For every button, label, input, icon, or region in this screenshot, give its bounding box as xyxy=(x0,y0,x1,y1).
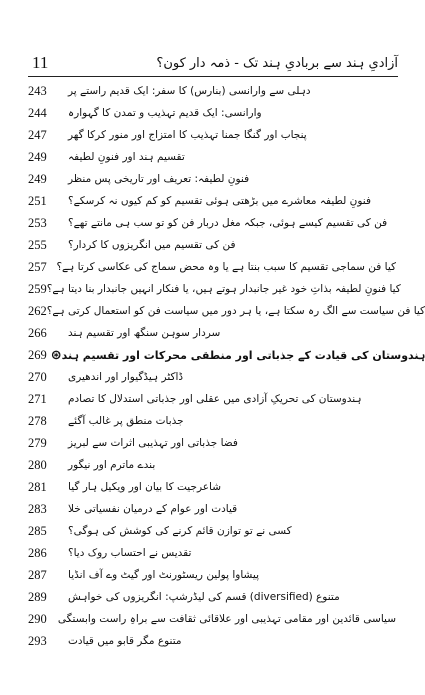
toc-page-number: 244 xyxy=(28,105,47,120)
toc-entry xyxy=(24,542,396,564)
toc-page-number: 289 xyxy=(28,589,47,604)
toc-entry-title: فنونِ لطیفہ معاشرے میں بڑھتی ہوئی تقسیم کو کم کیوں نہ کرسکے؟ xyxy=(68,195,371,207)
toc-entry-title: پنجاب اور گنگا جمنا تہذیب کا امتزاج اور منور کرکا گھر xyxy=(68,129,307,141)
toc-entry-title-wrap xyxy=(68,85,396,97)
toc-page-number: 270 xyxy=(28,369,47,384)
toc-page-number: 271 xyxy=(28,391,47,406)
toc-page-number: 280 xyxy=(28,457,47,472)
toc-entry-title-wrap xyxy=(47,305,425,317)
toc-entry xyxy=(24,520,396,542)
toc-entry xyxy=(24,564,396,586)
toc-entry-title-wrap xyxy=(68,437,396,449)
toc-entry xyxy=(24,432,396,454)
toc-entry-title: فنونِ لطیفہ: تعریف اور تاریخی پس منظر xyxy=(68,173,250,185)
toc-page-number: 243 xyxy=(28,83,47,98)
toc-page-number: 281 xyxy=(28,479,47,494)
toc-entry-title-wrap xyxy=(68,459,396,471)
bullet-icon: ⊛ xyxy=(50,347,62,363)
toc-entry-title-wrap xyxy=(68,151,396,163)
toc-entry-title: شاعرجیت کا بیان اور ویکیل ہار گیا xyxy=(68,481,222,493)
table-of-contents xyxy=(24,80,425,652)
toc-entry-title-wrap xyxy=(68,415,396,427)
toc-entry-title: متنوع مگر قابو میں قیادت xyxy=(68,635,182,647)
toc-entry-title-wrap xyxy=(68,591,396,603)
toc-entry-title-wrap xyxy=(68,635,396,647)
toc-entry-title-wrap xyxy=(47,283,401,295)
toc-entry xyxy=(24,608,396,630)
toc-entry-title: کیا فنونِ لطیفہ بذاتِ خود غیر جانبدار ہوتے ہیں، یا فنکار انہیں جانبدار بنا دیتا ہے؟ xyxy=(46,283,401,295)
toc-entry-title-wrap xyxy=(68,327,396,339)
toc-entry-title-wrap xyxy=(68,569,396,581)
toc-entry-title-wrap xyxy=(68,371,396,383)
toc-entry xyxy=(24,366,396,388)
toc-page-number: 255 xyxy=(28,237,47,252)
toc-entry-title-wrap xyxy=(47,348,425,363)
toc-page-number: 249 xyxy=(28,149,47,164)
toc-entry-title: پیشاوا پولین ریسٹورنٹ اور گیٹ وے آف انڈیا xyxy=(68,569,260,581)
toc-entry xyxy=(24,80,396,102)
toc-entry xyxy=(24,344,425,366)
toc-page-number: 287 xyxy=(28,567,47,582)
toc-entry-title-wrap xyxy=(68,195,396,207)
running-title: آزادیِ ہند سے بربادیِ ہند تک - ذمہ دار کون؟ xyxy=(156,55,398,71)
toc-entry-title-wrap xyxy=(56,261,396,273)
toc-entry xyxy=(24,300,425,322)
toc-entry-title: فن کی تقسیم کیسے ہوئی، جبکہ مغل دربار فن کو تو سب ہی مانتے تھے؟ xyxy=(68,217,388,229)
toc-entry-title-wrap xyxy=(68,547,396,559)
toc-entry-title-wrap xyxy=(58,613,396,625)
toc-entry-title: ہندوستان کی قیادت کے جذباتی اور منطقی محرکات اور تقسیم ہند xyxy=(61,348,425,362)
toc-entry xyxy=(24,454,396,476)
toc-entry-title: وارانسی: ایک قدیم تہذیب و تمدن کا گہوارہ xyxy=(68,107,262,119)
toc-page-number: 262 xyxy=(28,303,47,318)
toc-entry-title-wrap xyxy=(68,173,396,185)
toc-entry xyxy=(24,146,396,168)
toc-entry xyxy=(24,256,396,278)
toc-entry xyxy=(24,410,396,432)
toc-entry xyxy=(24,586,396,608)
toc-entry-title-wrap xyxy=(68,107,396,119)
toc-entry-title-wrap xyxy=(68,217,396,229)
toc-page-number: 257 xyxy=(28,259,47,274)
toc-entry xyxy=(24,630,396,652)
toc-entry-title-wrap xyxy=(68,239,396,251)
toc-entry xyxy=(24,234,396,256)
toc-entry-title: دہلی سے وارانسی (بنارس) کا سفر: ایک قدیم راستے پر xyxy=(68,85,311,97)
toc-entry-title-wrap xyxy=(68,525,396,537)
toc-entry xyxy=(24,278,401,300)
toc-entry-title: ہندوستان کی تحریکِ آزادی میں عقلی اور جذباتی استدلال کا تصادم xyxy=(68,393,362,405)
page-header xyxy=(28,48,398,78)
toc-entry-title: کیا فن سیاست سے الگ رہ سکتا ہے، یا ہر دور میں سیاست فن کو استعمال کرتی ہے؟ xyxy=(46,305,425,317)
toc-entry-title: قیادت اور عوام کے درمیان نفسیاتی خلا xyxy=(68,503,238,515)
toc-page-number: 290 xyxy=(28,611,47,626)
toc-page-number: 266 xyxy=(28,325,47,340)
toc-page-number: 279 xyxy=(28,435,47,450)
toc-page-number: 278 xyxy=(28,413,47,428)
toc-page-number: 285 xyxy=(28,523,47,538)
toc-entry-title: تقدیس نے احتساب روک دیا؟ xyxy=(68,547,192,559)
toc-entry xyxy=(24,476,396,498)
toc-entry xyxy=(24,212,396,234)
toc-entry xyxy=(24,388,396,410)
toc-entry-title-wrap xyxy=(68,393,396,405)
toc-entry-title: سردار سوہن سنگھ اور تقسیم ہند xyxy=(68,327,221,339)
toc-page-number: 286 xyxy=(28,545,47,560)
toc-page-number: 259 xyxy=(28,281,47,296)
page-number: 11 xyxy=(32,53,49,72)
toc-entry-title-wrap xyxy=(68,503,396,515)
toc-entry-title: جذبات منطق پر غالب آگئے xyxy=(68,415,184,427)
toc-entry-title: متنوع (diversified) قسم کی لیڈرشپ: انگریزوں کی خواہش xyxy=(68,591,340,603)
toc-entry xyxy=(24,190,396,212)
toc-entry-title: کسی نے تو توازن قائم کرنے کی کوشش کی ہوگی؟ xyxy=(68,525,292,537)
toc-entry xyxy=(24,102,396,124)
toc-entry xyxy=(24,322,396,344)
toc-entry-title: سیاسی قائدین اور مقامی تہذیبی اور علاقائی ثقافت سے براہِ راست وابستگی xyxy=(57,613,396,625)
toc-page-number: 249 xyxy=(28,171,47,186)
toc-page-number: 247 xyxy=(28,127,47,142)
toc-entry xyxy=(24,168,396,190)
toc-entry xyxy=(24,124,396,146)
toc-page-number: 251 xyxy=(28,193,47,208)
toc-entry-title: فن کی تقسیم میں انگریزوں کا کردار؟ xyxy=(68,239,236,251)
toc-page-number: 269 xyxy=(28,347,47,362)
toc-page-number: 283 xyxy=(28,501,47,516)
header-rule xyxy=(28,76,398,77)
toc-entry-title: ڈاکٹر ہیڈگیوار اور اندھیری xyxy=(68,371,184,383)
toc-entry-title-wrap xyxy=(68,481,396,493)
toc-page-number: 253 xyxy=(28,215,47,230)
toc-entry-title: بندے ماترم اور نیگور xyxy=(68,459,156,471)
toc-page-number: 293 xyxy=(28,633,47,648)
toc-entry-title: فضا جذباتی اور تہذیبی اثرات سے لبریز xyxy=(68,437,238,449)
toc-entry xyxy=(24,498,396,520)
toc-entry-title: کیا فن سماجی تقسیم کا سبب بنتا ہے یا وہ محض سماج کی عکاسی کرتا ہے؟ xyxy=(56,261,396,273)
toc-entry-title: تقسیم ہند اور فنونِ لطیفہ xyxy=(68,151,185,163)
toc-entry-title-wrap xyxy=(68,129,396,141)
